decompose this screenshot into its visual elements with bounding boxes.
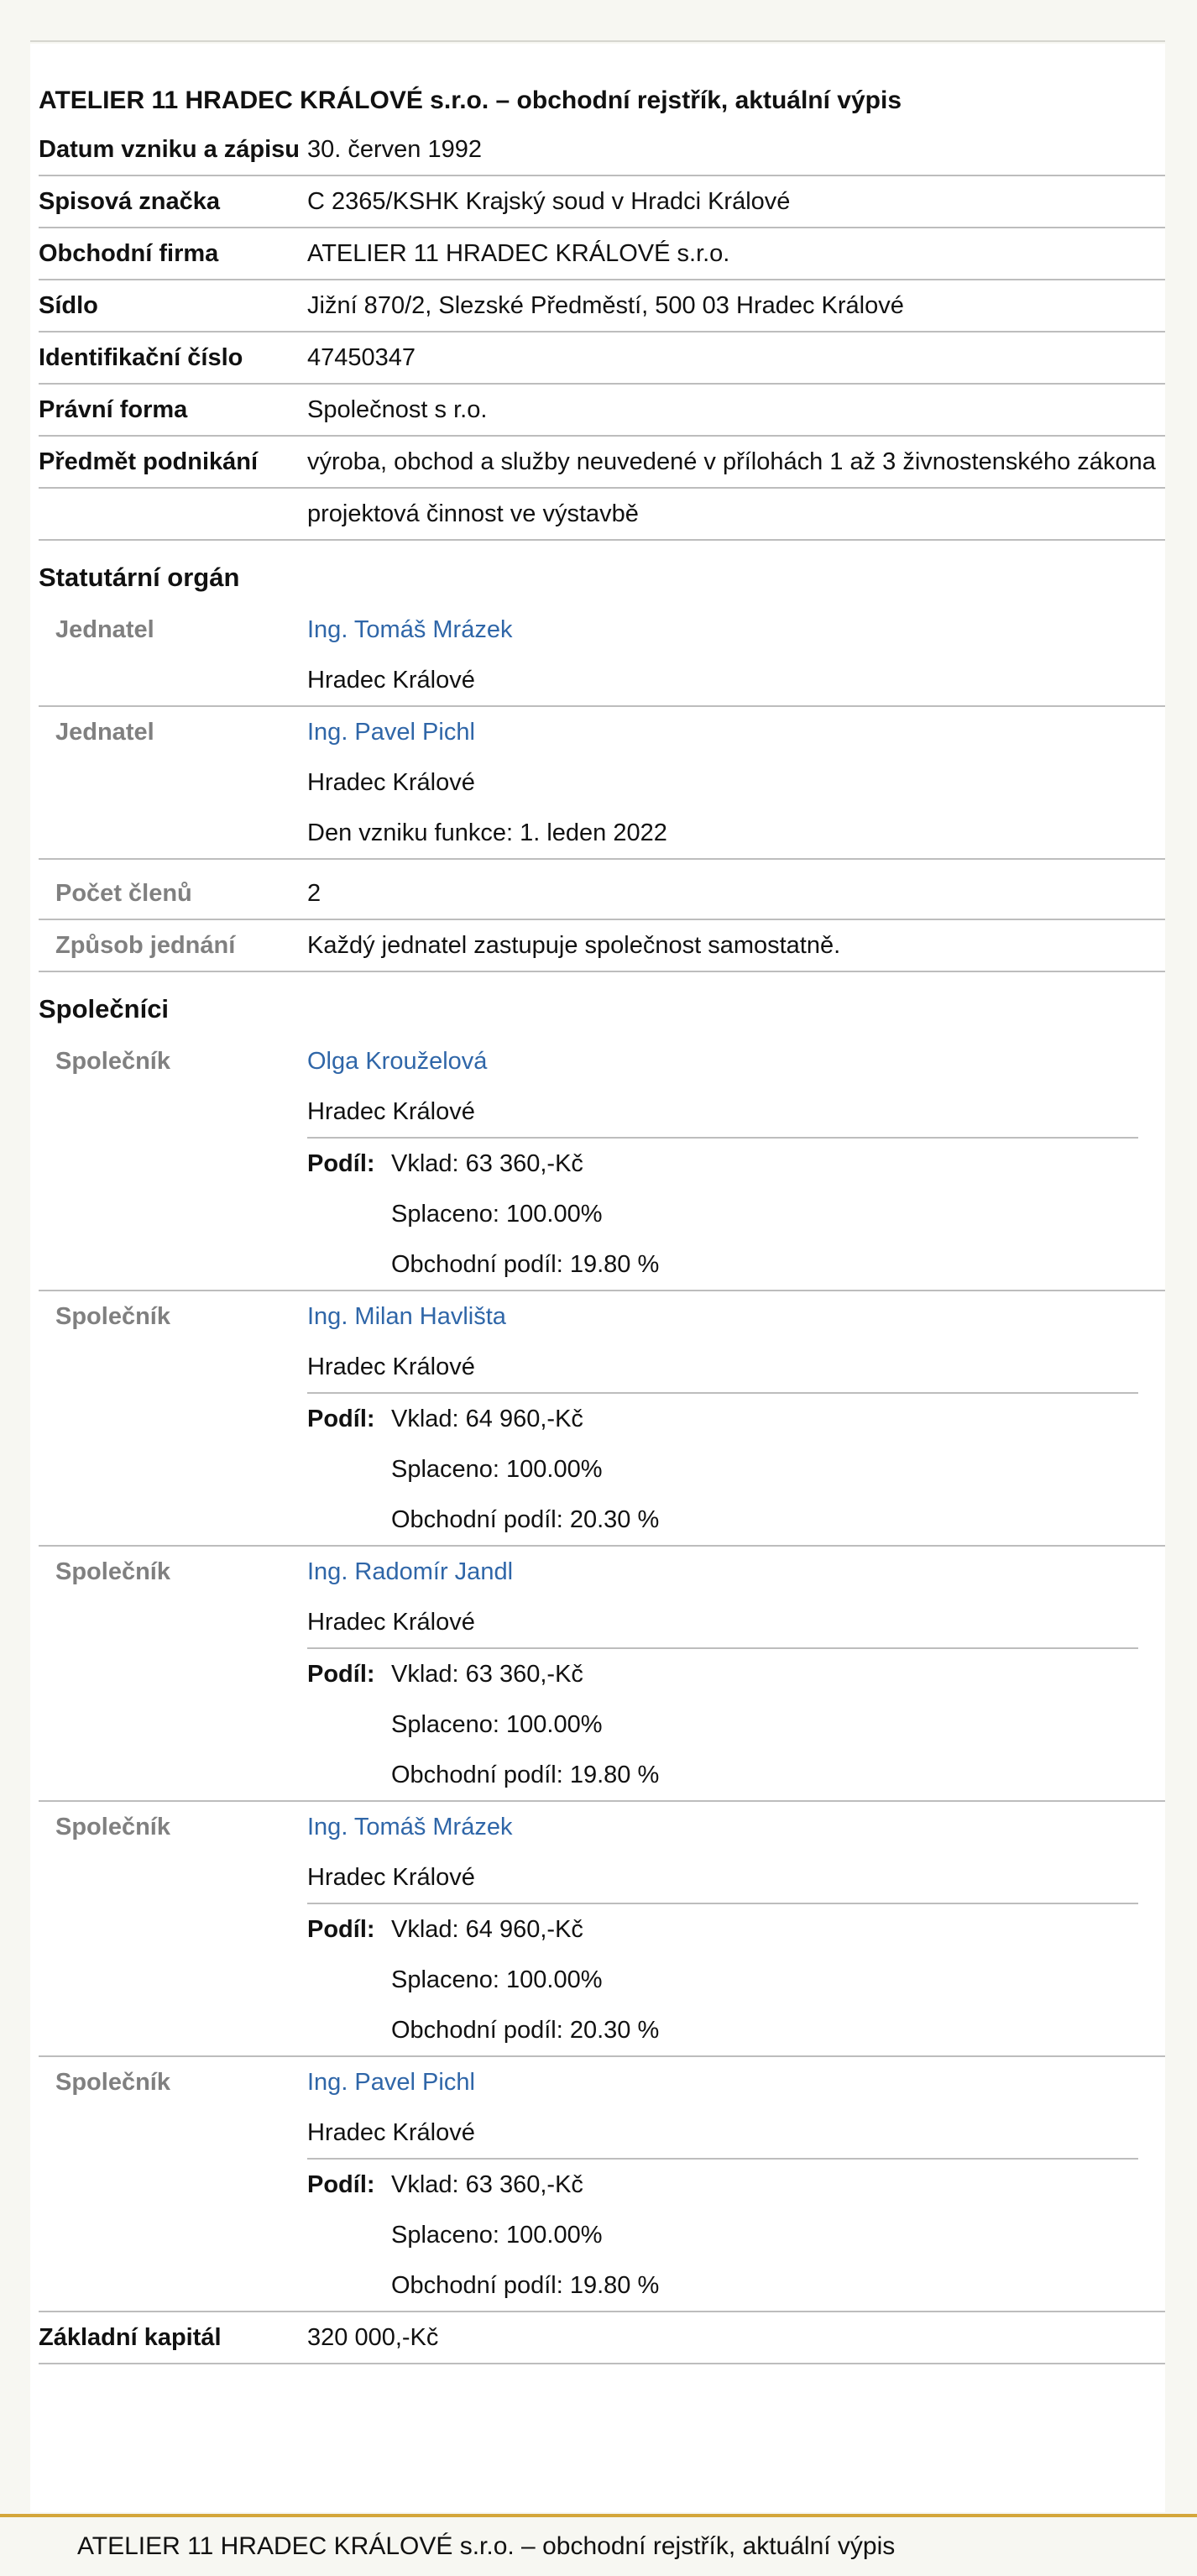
row-datum-vzniku <box>39 124 1165 176</box>
partner-share <box>307 2158 1138 2311</box>
share-vklad: Vklad: 64 960,-Kč <box>391 1916 583 1943</box>
row-value: ATELIER 11 HRADEC KRÁLOVÉ s.r.o. <box>307 240 730 267</box>
share-vklad: Vklad: 63 360,-Kč <box>391 2171 583 2198</box>
row-label: Identifikační číslo <box>39 344 243 371</box>
share-podil: Obchodní podíl: 20.30 % <box>391 1506 660 1533</box>
row-label: Základní kapitál <box>39 2324 222 2351</box>
partner-details <box>307 1547 1165 1800</box>
row-label: Obchodní firma <box>39 240 219 267</box>
partner-label: Společník <box>55 1558 170 1585</box>
row-zpusob-jednani <box>39 920 1165 972</box>
share-podil: Obchodní podíl: 19.80 % <box>391 2272 660 2299</box>
row-label: Počet členů <box>55 880 192 907</box>
top-divider <box>30 40 1165 42</box>
jednatel-label: Jednatel <box>55 719 154 746</box>
share-splaceno: Splaceno: 100.00% <box>391 1711 603 1738</box>
partner-city: Hradec Králové <box>307 1609 475 1636</box>
jednatel-city: Hradec Králové <box>307 769 475 796</box>
partner-details <box>307 1291 1165 1545</box>
jednatel-entry <box>39 707 1165 860</box>
partner-details <box>307 1802 1165 2055</box>
row-value: 47450347 <box>307 344 416 371</box>
partner-name-link[interactable]: Ing. Tomáš Mrázek <box>307 1814 513 1840</box>
row-label <box>39 489 307 539</box>
partner-details <box>307 2057 1165 2311</box>
row-value: výroba, obchod a služby neuvedené v přílohách 1 až 3 živnostenského zákona <box>307 448 1156 475</box>
partner-details <box>307 1036 1165 1290</box>
partner-entry <box>39 2057 1165 2312</box>
row-value: 2 <box>307 880 321 907</box>
share-splaceno: Splaceno: 100.00% <box>391 2222 603 2249</box>
row-value: C 2365/KSHK Krajský soud v Hradci Králové <box>307 188 791 215</box>
partner-label: Společník <box>55 2069 170 2096</box>
registry-content <box>39 77 1165 2364</box>
row-value: 320 000,-Kč <box>307 2324 439 2351</box>
row-ico <box>39 332 1165 385</box>
partner-share <box>307 1903 1138 2055</box>
jednatel-city: Hradec Králové <box>307 667 475 694</box>
share-splaceno: Splaceno: 100.00% <box>391 1201 603 1228</box>
share-label: Podíl: <box>307 1661 375 1688</box>
share-vklad: Vklad: 63 360,-Kč <box>391 1150 583 1177</box>
partner-entry <box>39 1802 1165 2057</box>
share-values <box>391 1139 659 1290</box>
row-value: projektová činnost ve výstavbě <box>307 500 639 527</box>
row-predmet-podnikani <box>39 437 1165 489</box>
partner-label: Společník <box>55 1048 170 1075</box>
share-vklad: Vklad: 64 960,-Kč <box>391 1406 583 1432</box>
row-pravni-forma <box>39 385 1165 437</box>
share-podil: Obchodní podíl: 19.80 % <box>391 1762 660 1788</box>
row-pocet-clenu <box>39 868 1165 920</box>
footer-divider <box>0 2514 1197 2517</box>
partner-name-link[interactable]: Olga Krouželová <box>307 1048 488 1075</box>
share-values <box>391 1649 659 1800</box>
footer-title: ATELIER 11 HRADEC KRÁLOVÉ s.r.o. – obchodní rejstřík, aktuální výpis <box>77 2532 896 2560</box>
share-splaceno: Splaceno: 100.00% <box>391 1456 603 1483</box>
share-label: Podíl: <box>307 1150 375 1177</box>
row-label: Sídlo <box>39 292 98 319</box>
page-title: ATELIER 11 HRADEC KRÁLOVÉ s.r.o. – obchodní rejstřík, aktuální výpis <box>39 86 902 114</box>
row-sidlo <box>39 280 1165 332</box>
partner-label: Společník <box>55 1303 170 1330</box>
partner-name-link[interactable]: Ing. Pavel Pichl <box>307 2069 475 2096</box>
partner-share <box>307 1137 1138 1290</box>
share-label: Podíl: <box>307 1916 375 1943</box>
jednatel-details <box>307 707 1165 858</box>
partner-city: Hradec Králové <box>307 1864 475 1891</box>
share-label: Podíl: <box>307 1406 375 1432</box>
partner-name-link[interactable]: Ing. Radomír Jandl <box>307 1558 514 1585</box>
row-zakladni-kapital <box>39 2312 1165 2364</box>
share-vklad: Vklad: 63 360,-Kč <box>391 1661 583 1688</box>
partners-heading: Společníci <box>39 994 170 1024</box>
row-label: Datum vzniku a zápisu <box>39 136 301 163</box>
row-value: 30. červen 1992 <box>307 136 482 163</box>
partner-share <box>307 1392 1138 1545</box>
jednatel-label: Jednatel <box>55 616 154 643</box>
row-obchodni-firma <box>39 228 1165 280</box>
jednatel-entry <box>39 605 1165 707</box>
row-label: Právní forma <box>39 396 188 423</box>
share-values <box>391 1394 659 1545</box>
share-splaceno: Splaceno: 100.00% <box>391 1966 603 1993</box>
row-spisova-znacka <box>39 176 1165 228</box>
share-podil: Obchodní podíl: 19.80 % <box>391 1251 660 1278</box>
row-value: Každý jednatel zastupuje společnost samostatně. <box>307 932 841 959</box>
jednatel-name-link[interactable]: Ing. Pavel Pichl <box>307 719 475 746</box>
row-label: Spisová značka <box>39 188 220 215</box>
partner-label: Společník <box>55 1814 170 1840</box>
partner-share <box>307 1647 1138 1800</box>
jednatel-name-link[interactable]: Ing. Tomáš Mrázek <box>307 616 513 643</box>
partner-entry <box>39 1036 1165 1291</box>
share-values <box>391 2160 659 2311</box>
partner-city: Hradec Králové <box>307 1353 475 1380</box>
row-label: Předmět podnikání <box>39 448 259 475</box>
statutory-heading: Statutární orgán <box>39 563 240 592</box>
partner-city: Hradec Králové <box>307 2119 475 2146</box>
partner-entry <box>39 1547 1165 1802</box>
jednatel-details <box>307 605 1165 705</box>
share-podil: Obchodní podíl: 20.30 % <box>391 2017 660 2044</box>
partner-city: Hradec Králové <box>307 1098 475 1125</box>
share-values <box>391 1904 659 2055</box>
row-value: Jižní 870/2, Slezské Předměstí, 500 03 Hradec Králové <box>307 292 904 319</box>
jednatel-note: Den vzniku funkce: 1. leden 2022 <box>307 819 667 846</box>
row-value: Společnost s r.o. <box>307 396 488 423</box>
partner-entry <box>39 1291 1165 1547</box>
share-label: Podíl: <box>307 2171 375 2198</box>
row-predmet-podnikani-2 <box>39 489 1165 541</box>
partner-name-link[interactable]: Ing. Milan Havlišta <box>307 1303 506 1330</box>
row-label: Způsob jednání <box>55 932 236 959</box>
registry-card <box>30 44 1165 2512</box>
